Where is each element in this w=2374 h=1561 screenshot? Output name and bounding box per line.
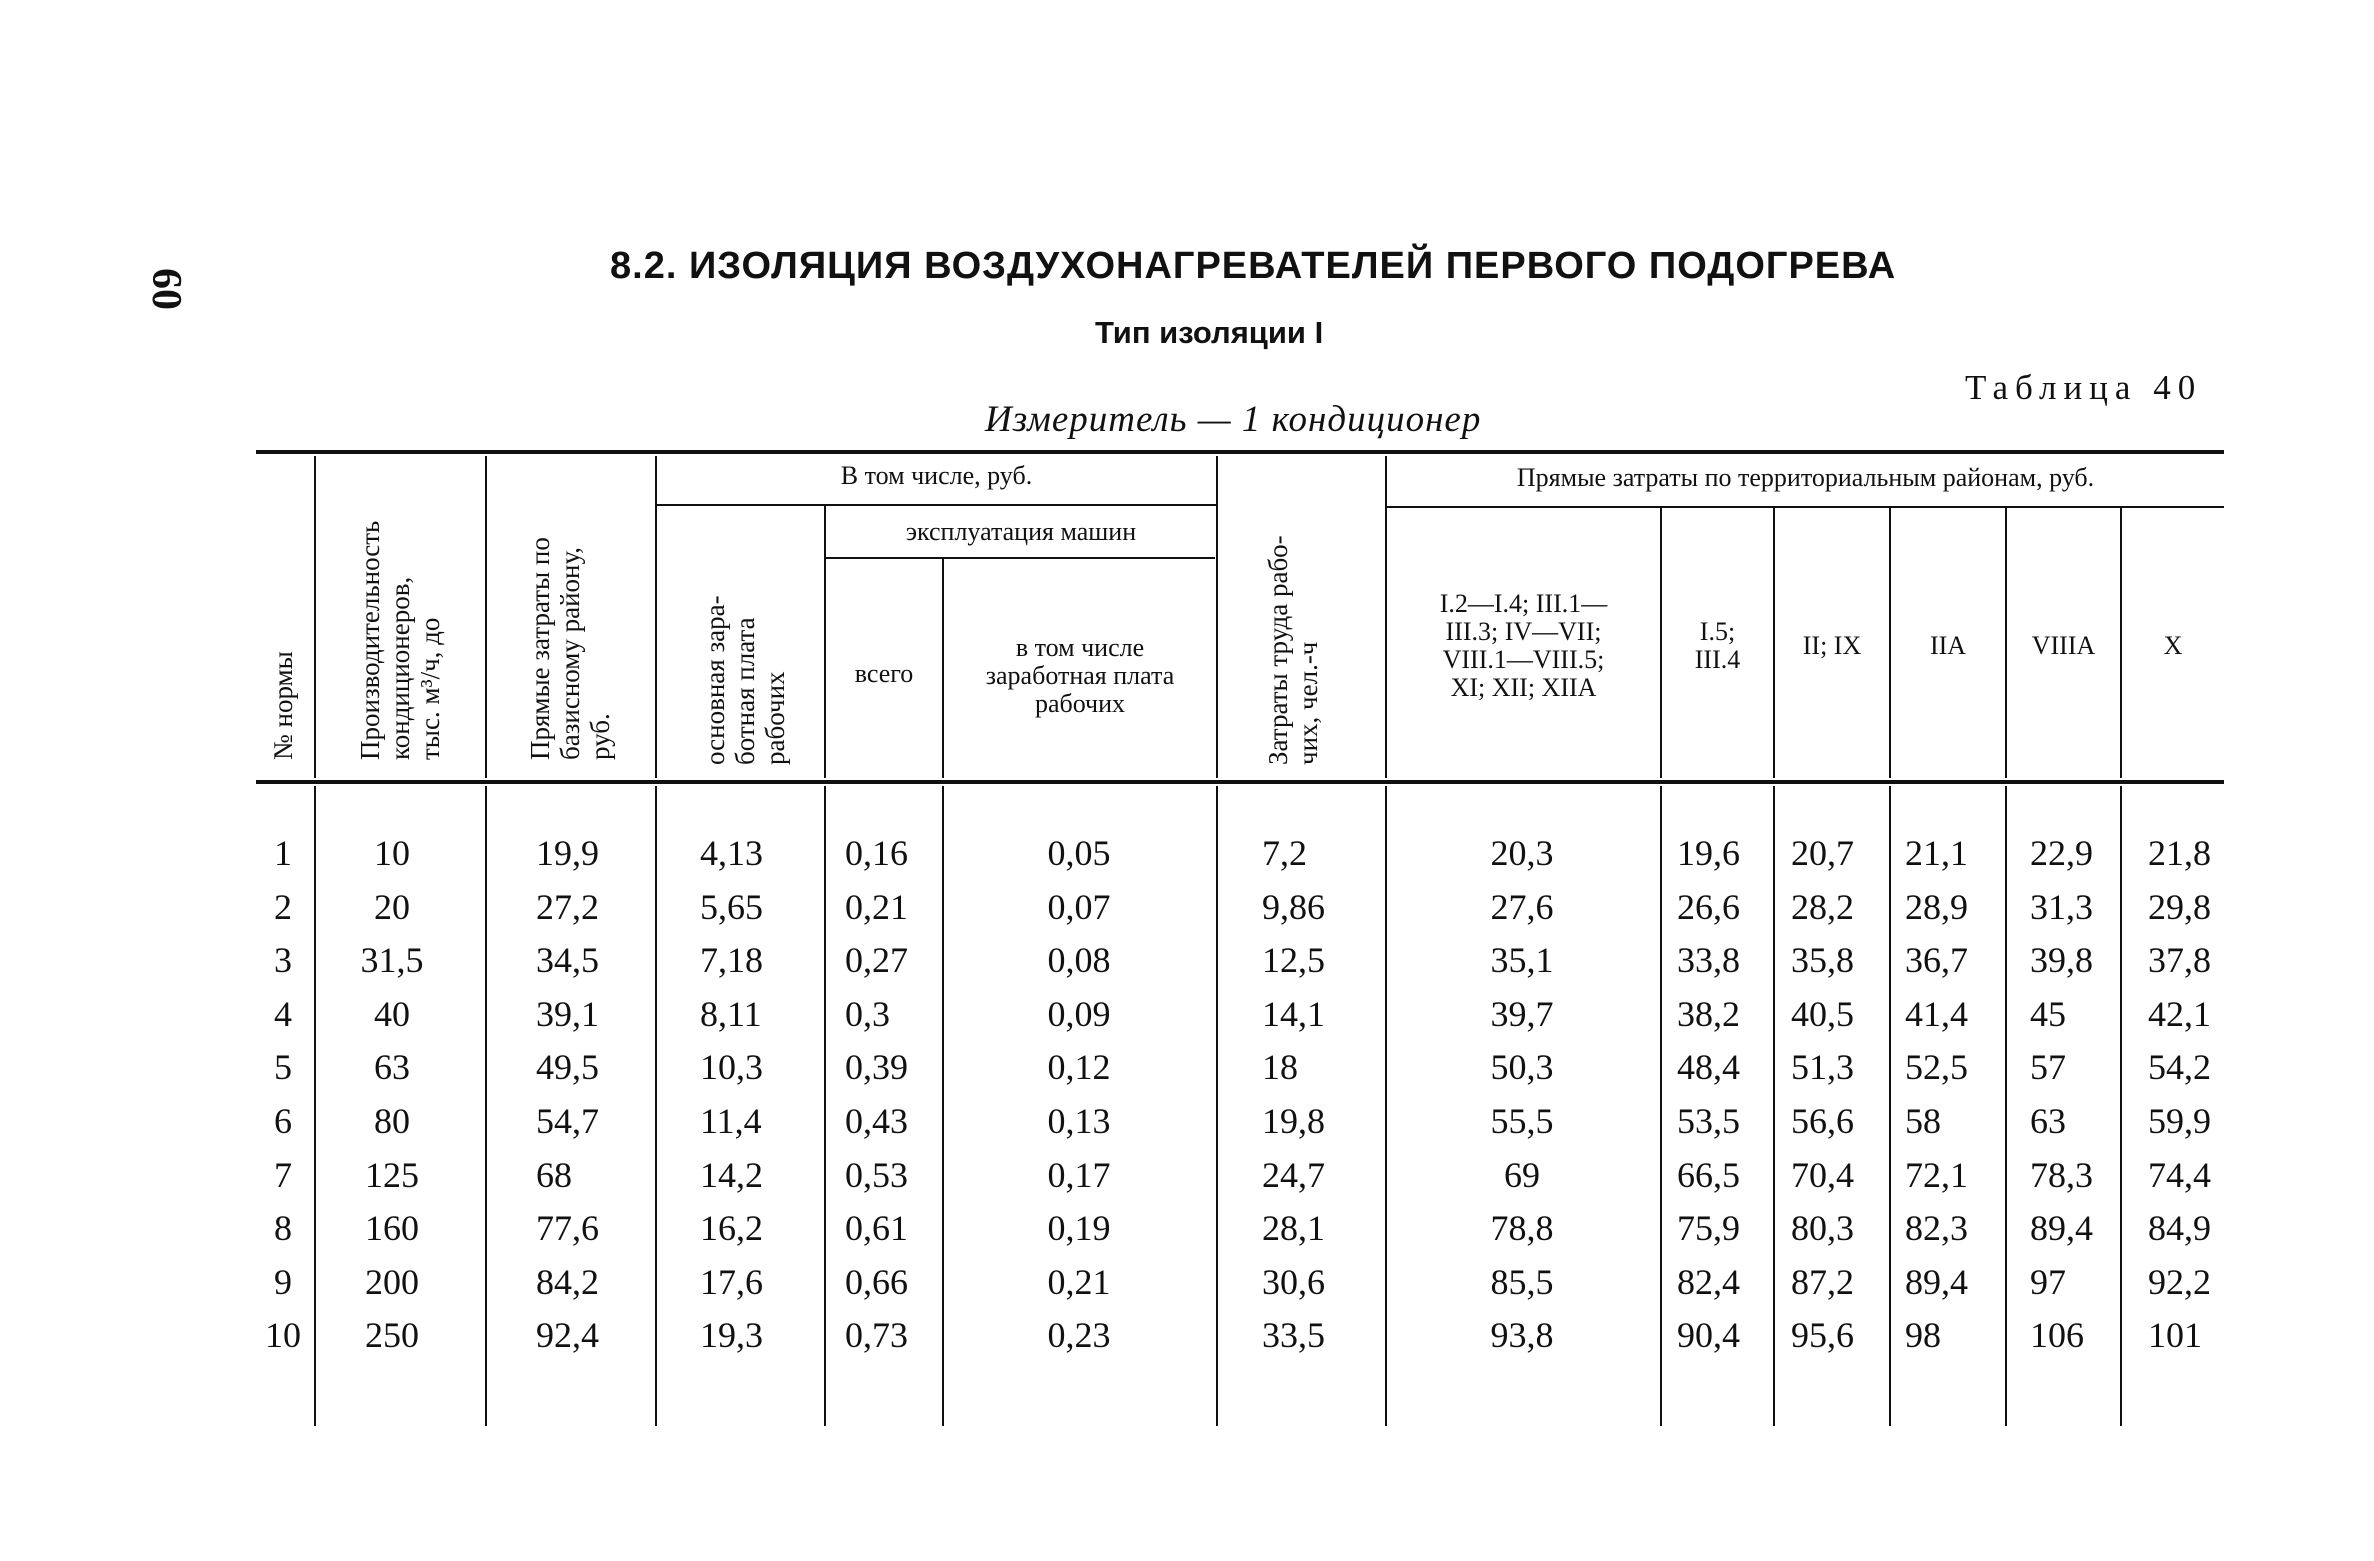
table-cell: 90,4	[1677, 1315, 1740, 1356]
table-cell: 82,4	[1677, 1261, 1740, 1302]
table-cell: 21,8	[2148, 833, 2211, 873]
table-cell: 69	[1504, 1154, 1540, 1195]
table-cell: 89,4	[2030, 1208, 2093, 1249]
table-cell: 2	[274, 886, 292, 927]
table-cell: 54,2	[2148, 1047, 2211, 1088]
vrule	[2005, 786, 2007, 1426]
table-cell: 4,13	[700, 833, 763, 873]
header-labor-costs: Затраты труда рабо- чих, чел.-ч	[1263, 535, 1323, 765]
table-cell: 85,5	[1490, 1261, 1554, 1302]
table-cell: 49,5	[536, 1047, 599, 1088]
header-region-5: VIIIA	[2031, 631, 2096, 660]
table-cell: 0,27	[845, 940, 908, 981]
table-cell: 84,9	[2148, 1208, 2211, 1249]
table-cell: 101	[2148, 1315, 2202, 1356]
table-cell: 56,6	[1791, 1101, 1854, 1141]
header-machine-ops: эксплуатация машин	[905, 517, 1137, 546]
table-cell: 92,2	[2148, 1261, 2211, 1302]
table-cell: 58	[1905, 1101, 1941, 1141]
table-cell: 7,2	[1262, 833, 1307, 873]
table-cell: 41,4	[1905, 993, 1968, 1034]
table-cell: 68	[536, 1154, 572, 1195]
table-cell: 33,8	[1677, 940, 1740, 981]
table-cell: 26,6	[1677, 886, 1740, 927]
table-cell: 50,3	[1490, 1047, 1554, 1088]
table-cell: 0,12	[1047, 1047, 1111, 1088]
table-cell: 97	[2030, 1261, 2066, 1302]
table-cell: 0,07	[1047, 886, 1111, 927]
vrule	[824, 506, 826, 778]
table-cell: 75,9	[1677, 1208, 1740, 1249]
table-cell: 53,5	[1677, 1101, 1740, 1141]
table-cell: 0,3	[845, 993, 890, 1034]
table-cell: 54,7	[536, 1101, 599, 1141]
table-cell: 8	[274, 1208, 292, 1249]
table-cell: 20,3	[1490, 833, 1554, 873]
table-cell: 52,5	[1905, 1047, 1968, 1088]
table-cell: 33,5	[1262, 1315, 1325, 1356]
vrule	[485, 456, 487, 778]
table-cell: 0,09	[1047, 993, 1111, 1034]
table-cell: 78,8	[1490, 1208, 1554, 1249]
header-bottom-rule	[256, 780, 2224, 784]
table-cell: 7	[274, 1154, 292, 1195]
table-cell: 95,6	[1791, 1315, 1854, 1356]
table-cell: 40,5	[1791, 993, 1854, 1034]
table-cell: 0,05	[1047, 833, 1111, 873]
table-cell: 10,3	[700, 1047, 763, 1088]
header-region-4: IIA	[1929, 631, 1967, 660]
table-cell: 40	[374, 993, 410, 1034]
table-cell: 87,2	[1791, 1261, 1854, 1302]
vrule	[485, 786, 487, 1426]
table-cell: 106	[2030, 1315, 2084, 1356]
table-cell: 77,6	[536, 1208, 599, 1249]
vrule	[1216, 456, 1218, 778]
table-cell: 12,5	[1262, 940, 1325, 981]
measurer-caption: Измеритель — 1 кондиционер	[985, 399, 1482, 440]
table-top-rule	[256, 450, 2224, 454]
table-cell: 55,5	[1490, 1101, 1554, 1141]
table-cell: 89,4	[1905, 1261, 1968, 1302]
vrule	[1216, 786, 1218, 1426]
table-cell: 92,4	[536, 1315, 599, 1356]
vrule	[2120, 786, 2122, 1426]
table-cell: 17,6	[700, 1261, 763, 1302]
table-cell: 11,4	[700, 1101, 762, 1141]
table-cell: 20,7	[1791, 833, 1854, 873]
table-cell: 29,8	[2148, 886, 2211, 927]
table-cell: 42,1	[2148, 993, 2211, 1034]
table-cell: 5	[274, 1047, 292, 1088]
table-cell: 35,8	[1791, 940, 1854, 981]
table-cell: 0,43	[845, 1101, 908, 1141]
table-cell: 0,39	[845, 1047, 908, 1088]
table-cell: 45	[2030, 993, 2066, 1034]
header-incl-wage: в том числе заработная плата рабочих	[985, 633, 1175, 718]
table-cell: 0,66	[845, 1261, 908, 1302]
table-cell: 0,53	[845, 1154, 908, 1195]
vrule	[655, 456, 657, 778]
table-cell: 0,17	[1047, 1154, 1111, 1195]
table-cell: 0,61	[845, 1208, 908, 1249]
section-title: 8.2. ИЗОЛЯЦИЯ ВОЗДУХОНАГРЕВАТЕЛЕЙ ПЕРВОГО ПОДОГРЕВА	[610, 245, 1897, 287]
table-cell: 14,2	[700, 1154, 763, 1195]
table-cell: 6	[274, 1101, 292, 1141]
table-label: Таблица 40	[1965, 368, 2203, 407]
table-cell: 8,11	[700, 993, 762, 1034]
table-cell: 39,7	[1490, 993, 1554, 1034]
table-cell: 7,18	[700, 940, 763, 981]
table-cell: 21,1	[1905, 833, 1968, 873]
table-cell: 27,2	[536, 886, 599, 927]
header-direct-costs-regions: Прямые затраты по территориальным районам, руб.	[1516, 463, 2095, 492]
table-cell: 0,16	[845, 833, 908, 873]
table-cell: 20	[374, 886, 410, 927]
table-cell: 10	[265, 1315, 301, 1356]
table-cell: 27,6	[1490, 886, 1554, 927]
table-cell: 82,3	[1905, 1208, 1968, 1249]
header-total: всего	[854, 659, 914, 688]
table-cell: 72,1	[1905, 1154, 1968, 1195]
table-cell: 59,9	[2148, 1101, 2211, 1141]
header-base-wage: основная зара- ботная плата рабочих	[700, 595, 790, 765]
table-cell: 39,1	[536, 993, 599, 1034]
header-region-6: X	[2163, 631, 2183, 660]
table-cell: 28,2	[1791, 886, 1854, 927]
table-cell: 4	[274, 993, 292, 1034]
table-cell: 31,5	[360, 940, 424, 981]
vrule	[942, 786, 944, 1426]
table-cell: 0,13	[1047, 1101, 1111, 1141]
table-cell: 57	[2030, 1047, 2066, 1088]
table-cell: 80,3	[1791, 1208, 1854, 1249]
table-cell: 63	[2030, 1101, 2066, 1141]
table-cell: 93,8	[1490, 1315, 1554, 1356]
table-cell: 3	[274, 940, 292, 981]
table-cell: 14,1	[1262, 993, 1325, 1034]
table-cell: 9	[274, 1261, 292, 1302]
insulation-type: Тип изоляции I	[1095, 315, 1324, 350]
vrule	[1385, 786, 1387, 1426]
header-region-2: I.5; III.4	[1694, 617, 1741, 674]
header-rule-including	[656, 504, 1216, 506]
table-cell: 51,3	[1791, 1047, 1854, 1088]
table-cell: 22,9	[2030, 833, 2093, 873]
table-cell: 34,5	[536, 940, 599, 981]
vrule	[655, 786, 657, 1426]
table-cell: 39,8	[2030, 940, 2093, 981]
table-cell: 10	[374, 833, 410, 873]
table-cell: 19,6	[1677, 833, 1740, 873]
table-cell: 24,7	[1262, 1154, 1325, 1195]
table-cell: 28,1	[1262, 1208, 1325, 1249]
vrule	[1889, 786, 1891, 1426]
table-cell: 0,23	[1047, 1315, 1111, 1356]
table-cell: 66,5	[1677, 1154, 1740, 1195]
table-cell: 18	[1262, 1047, 1298, 1088]
table-cell: 0,73	[845, 1315, 908, 1356]
table-cell: 9,86	[1262, 886, 1325, 927]
table-cell: 19,9	[536, 833, 599, 873]
table-cell: 5,65	[700, 886, 763, 927]
table-cell: 70,4	[1791, 1154, 1854, 1195]
table-cell: 84,2	[536, 1261, 599, 1302]
page-number: 60	[143, 268, 189, 310]
table-cell: 16,2	[700, 1208, 763, 1249]
table-cell: 78,3	[2030, 1154, 2093, 1195]
header-norm-no: № нормы	[268, 651, 298, 760]
header-including: В том числе, руб.	[840, 461, 1033, 490]
vrule	[314, 456, 316, 778]
table-cell: 0,19	[1047, 1208, 1111, 1249]
vrule	[1773, 786, 1775, 1426]
table-cell: 35,1	[1490, 940, 1554, 981]
table-cell: 98	[1905, 1315, 1941, 1356]
table-cell: 63	[374, 1047, 410, 1088]
table-cell: 0,08	[1047, 940, 1111, 981]
header-rule-regions	[1385, 506, 2224, 508]
table-cell: 36,7	[1905, 940, 1968, 981]
table-cell: 48,4	[1677, 1047, 1740, 1088]
table-cell: 160	[365, 1208, 419, 1249]
table-cell: 125	[365, 1154, 419, 1195]
table-cell: 1	[274, 833, 292, 873]
table-cell: 31,3	[2030, 886, 2093, 927]
table-cell: 200	[365, 1261, 419, 1302]
header-region-1: I.2—I.4; III.1— III.3; IV—VII; VIII.1—VIII.5; XI; XII; XIIA	[1439, 589, 1608, 702]
table-cell: 0,21	[1047, 1261, 1111, 1302]
header-region-3: II; IX	[1802, 631, 1862, 660]
table-cell: 38,2	[1677, 993, 1740, 1034]
header-direct-costs-base: Прямые затраты по базисному району, руб.	[525, 537, 615, 760]
header-rule-machine	[825, 557, 1215, 559]
table-cell: 80	[374, 1101, 410, 1141]
vrule	[1660, 786, 1662, 1426]
table-cell: 28,9	[1905, 886, 1968, 927]
header-capacity: Производительность кондиционеров, тыс. м³/ч, до	[355, 520, 445, 760]
table-cell: 0,21	[845, 886, 908, 927]
table-cell: 30,6	[1262, 1261, 1325, 1302]
table-cell: 250	[365, 1315, 419, 1356]
table-cell: 74,4	[2148, 1154, 2211, 1195]
table-cell: 37,8	[2148, 940, 2211, 981]
vrule	[824, 786, 826, 1426]
table-cell: 19,3	[700, 1315, 763, 1356]
table-cell: 19,8	[1262, 1101, 1325, 1141]
